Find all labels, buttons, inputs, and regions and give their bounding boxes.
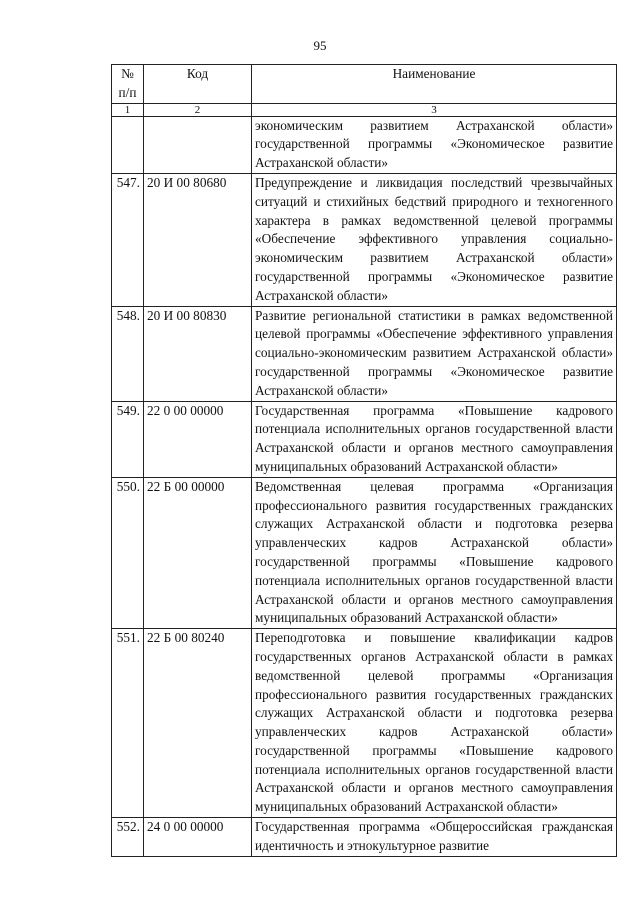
table-row — [112, 477, 617, 628]
row-number: 549. — [112, 401, 144, 477]
row-code: 20 И 00 80830 — [144, 306, 252, 401]
row-name: Ведомственная целевая программа «Организация профессионального развития государственных гражданских служащих Астраханской области и подготовка резерва управленческих кадров Астраханской области» государственной программы «Повышение кадрового потенциала исполнительных органов государственной власти Астраханской области и органов местного самоуправления муниципальных образований Астраханской области» — [252, 477, 617, 628]
row-number — [112, 116, 144, 173]
row-number: 551. — [112, 629, 144, 818]
row-code: 24 0 00 00000 — [144, 818, 252, 857]
row-number: 547. — [112, 173, 144, 306]
row-code: 20 И 00 80680 — [144, 173, 252, 306]
table-row — [112, 629, 617, 818]
row-name: Государственная программа «Повышение кадрового потенциала исполнительных органов государственной власти Астраханской области и органов местного самоуправления муниципальных образований Астраханской области» — [252, 401, 617, 477]
table-row — [112, 116, 617, 173]
table-row — [112, 173, 617, 306]
row-number: 548. — [112, 306, 144, 401]
header-code: Код — [144, 65, 252, 104]
table-row — [112, 306, 617, 401]
row-name: Государственная программа «Общероссийская гражданская идентичность и этнокультурное развитие — [252, 818, 617, 857]
header-number-symbol: № — [121, 66, 134, 81]
row-name: Переподготовка и повышение квалификации кадров государственных органов Астраханской области в рамках ведомственной целевой программы «Организация профессионального развития государственных гражданских служащих Астраханской области и подготовка резерва управленческих кадров Астраханской области» государственной программы «Повышение кадрового потенциала исполнительных органов государственной власти Астраханской области и органов местного самоуправления муниципальных образований Астраханской области» — [252, 629, 617, 818]
header-number — [112, 65, 144, 104]
column-index-3: 3 — [252, 103, 617, 116]
table-row — [112, 818, 617, 857]
row-name: Предупреждение и ликвидация последствий чрезвычайных ситуаций и стихийных бедствий природного и техногенного характера в рамках ведомственной целевой программы «Обеспечение эффективного управления социально-экономическим развитием Астраханской области» государственной программы «Экономическое развитие Астраханской области» — [252, 173, 617, 306]
column-index-row — [112, 103, 617, 116]
row-code: 22 Б 00 80240 — [144, 629, 252, 818]
row-number: 550. — [112, 477, 144, 628]
row-name: Развитие региональной статистики в рамках ведомственной целевой программы «Обеспечение эффективного управления социально-экономическим развитием Астраханской области» государственной программы «Экономическое развитие Астраханской области» — [252, 306, 617, 401]
row-name: экономическим развитием Астраханской области» государственной программы «Экономическое развитие Астраханской области» — [252, 116, 617, 173]
header-number-abbrev: п/п — [118, 84, 137, 100]
table-row — [112, 401, 617, 477]
row-number: 552. — [112, 818, 144, 857]
budget-classification-table — [111, 64, 617, 857]
row-code: 22 Б 00 00000 — [144, 477, 252, 628]
table-header-row — [112, 65, 617, 104]
row-code — [144, 116, 252, 173]
row-code: 22 0 00 00000 — [144, 401, 252, 477]
page-number: 95 — [313, 38, 327, 53]
column-index-1: 1 — [112, 103, 144, 116]
header-name: Наименование — [252, 65, 617, 104]
column-index-2: 2 — [144, 103, 252, 116]
